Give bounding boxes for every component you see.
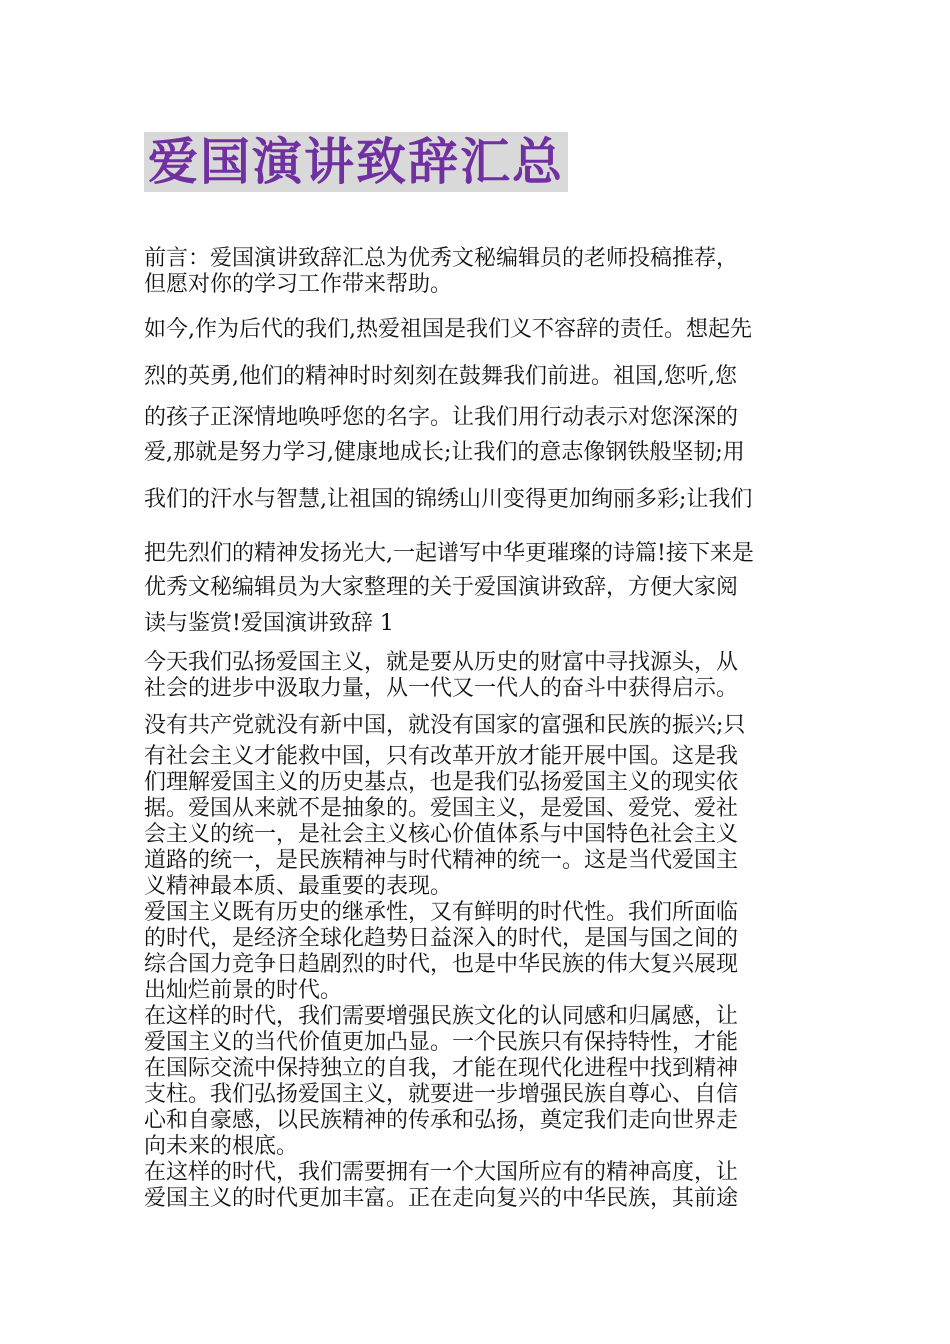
text-line: 在国际交流中保持独立的自我，才能在现代化进程中找到精神 (144, 1056, 739, 1081)
text-line: 把先烈们的精神发扬光大,一起谱写中华更璀璨的诗篇!接下来是 (144, 541, 754, 566)
text-line: 在这样的时代，我们需要增强民族文化的认同感和归属感，让 (144, 1004, 739, 1029)
text-line: 爱国主义的时代更加丰富。正在走向复兴的中华民族，其前途 (144, 1186, 739, 1211)
body-paragraph-2 (144, 744, 816, 900)
text-line: 烈的英勇,他们的精神时时刻刻在鼓舞我们前进。祖国,您听,您 (144, 364, 737, 389)
text-line: 优秀文秘编辑员为大家整理的关于爱国演讲致辞，方便大家阅 (144, 575, 739, 600)
text-line: 向未来的根底。 (144, 1134, 299, 1159)
text-line: 出灿烂前景的时代。 (144, 978, 343, 1003)
text-line: 们理解爱国主义的历史基点，也是我们弘扬爱国主义的现实依 (144, 770, 739, 795)
document-title: 爱国演讲致辞汇总 (144, 132, 568, 192)
text-line: 没有共产党就没有新中国，就没有国家的富强和民族的振兴;只 (144, 713, 746, 738)
text-line: 如今,作为后代的我们,热爱祖国是我们义不容辞的责任。想起先 (144, 317, 752, 342)
text-line: 爱国主义的当代价值更加凸显。一个民族只有保持特性，才能 (144, 1030, 739, 1055)
text-line: 社会的进步中汲取力量，从一代又一代人的奋斗中获得启示。 (144, 676, 739, 701)
text-line: 前言：爱国演讲致辞汇总为优秀文秘编辑员的老师投稿推荐， (144, 246, 739, 271)
body-paragraph-1 (144, 650, 816, 702)
text-line: 会主义的统一，是社会主义核心价值体系与中国特色社会主义 (144, 822, 739, 847)
text-line: 心和自豪感，以民族精神的传承和弘扬，奠定我们走向世界走 (144, 1108, 739, 1133)
text-line: 支柱。我们弘扬爱国主义，就要进一步增强民族自尊心、自信 (144, 1082, 739, 1107)
body-paragraph-3 (144, 900, 816, 1004)
body-paragraph-5 (144, 1160, 816, 1212)
text-line: 义精神最本质、最重要的表现。 (144, 874, 453, 899)
text-line: 在这样的时代，我们需要拥有一个大国所应有的精神高度，让 (144, 1160, 739, 1185)
text-line: 今天我们弘扬爱国主义，就是要从历史的财富中寻找源头，从 (144, 650, 739, 675)
text-line: 的孩子正深情地唤呼您的名字。让我们用行动表示对您深深的 (144, 405, 739, 430)
body-paragraph-4 (144, 1004, 816, 1160)
text-line: 据。爱国从来就不是抽象的。爱国主义，是爱国、爱党、爱社 (144, 796, 739, 821)
text-line: 读与鉴赏!爱国演讲致辞 1 (144, 611, 394, 636)
text-line: 道路的统一，是民族精神与时代精神的统一。这是当代爱国主 (144, 848, 739, 873)
text-line: 的时代，是经济全球化趋势日益深入的时代，是国与国之间的 (144, 926, 739, 951)
text-line: 爱,那就是努力学习,健康地成长;让我们的意志像钢铁般坚韧;用 (144, 440, 745, 465)
preface-paragraph (144, 246, 816, 298)
text-line: 爱国主义既有历史的继承性，又有鲜明的时代性。我们所面临 (144, 900, 739, 925)
text-line: 综合国力竞争日趋剧烈的时代，也是中华民族的伟大复兴展现 (144, 952, 739, 977)
text-line: 但愿对你的学习工作带来帮助。 (144, 272, 453, 297)
text-line: 有社会主义才能救中国，只有改革开放才能开展中国。这是我 (144, 744, 739, 769)
text-line: 我们的汗水与智慧,让祖国的锦绣山川变得更加绚丽多彩;让我们 (144, 487, 753, 512)
